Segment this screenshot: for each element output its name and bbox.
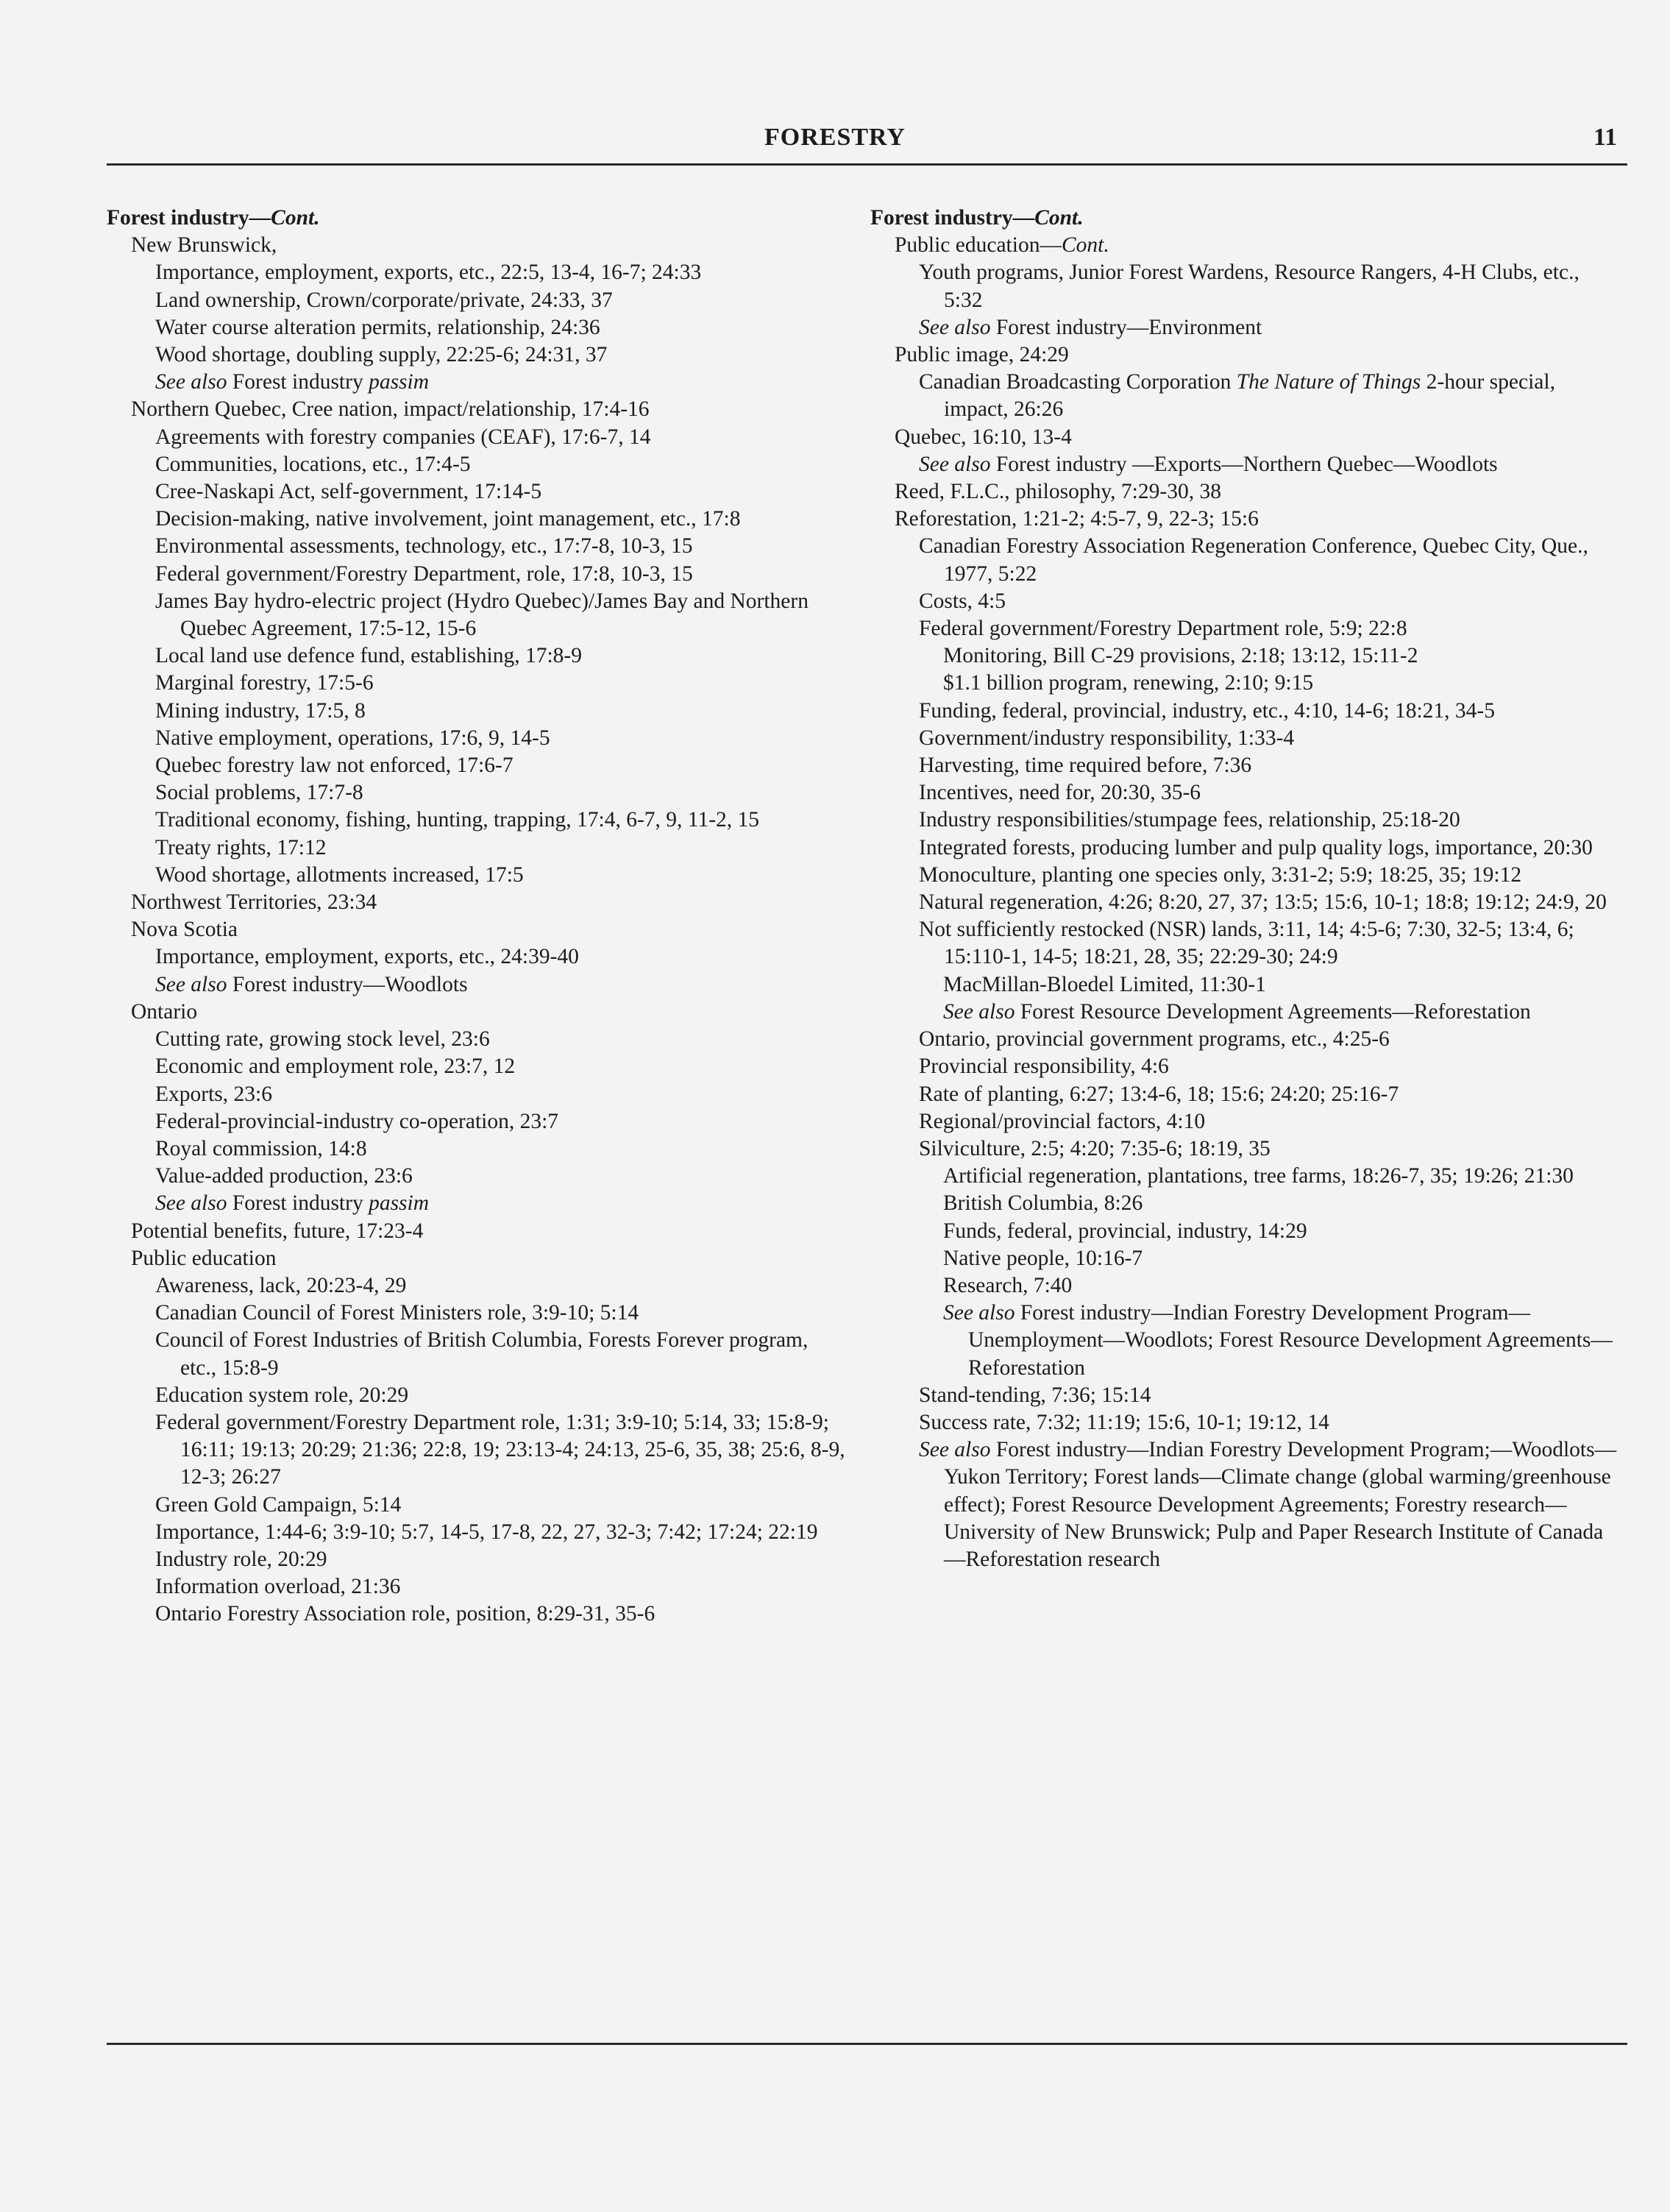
entry-text: Provincial responsibility, 4:6 xyxy=(919,1054,1169,1079)
index-entry xyxy=(919,725,1621,752)
index-entry xyxy=(895,232,1621,259)
entry-text: Federal-provincial-industry co-operation, 23:7 xyxy=(155,1109,559,1133)
index-heading xyxy=(107,205,846,232)
entry-text: Native people, 10:16-7 xyxy=(943,1246,1143,1270)
entry-text: Silviculture, 2:5; 4:20; 7:35-6; 18:19, 35 xyxy=(919,1136,1271,1160)
top-rule xyxy=(107,163,1627,166)
index-entry xyxy=(155,752,846,779)
entry-text: Funding, federal, provincial, industry, etc., 4:10, 14-6; 18:21, 34-5 xyxy=(919,698,1495,723)
index-entry xyxy=(155,341,846,369)
entry-text: Reed, F.L.C., philosophy, 7:29-30, 38 xyxy=(895,480,1221,504)
index-entry xyxy=(943,1218,1621,1245)
entry-text: Agreements with forestry companies (CEAF), 17:6-7, 14 xyxy=(155,425,651,449)
entry-text: Forest industry—Environment xyxy=(990,315,1262,339)
index-entry xyxy=(895,341,1621,369)
entry-italic-text: See also xyxy=(943,999,1015,1024)
entry-text: Social problems, 17:7-8 xyxy=(155,781,363,805)
entry-text: Northwest Territories, 23:34 xyxy=(131,890,377,915)
index-entry xyxy=(919,1081,1621,1108)
entry-italic-text: The Nature of Things xyxy=(1236,370,1421,394)
index-entry xyxy=(155,1081,846,1108)
entry-text: Council of Forest Industries of British Columbia, Forests Forever program, etc., 15:8-9 xyxy=(155,1328,809,1380)
index-entry xyxy=(155,588,846,642)
entry-italic-text: See also xyxy=(919,1438,991,1462)
index-entry xyxy=(155,314,846,341)
entry-text: Education system role, 20:29 xyxy=(155,1383,409,1407)
entry-text: Forest industry xyxy=(227,1191,369,1216)
entry-text: Ontario Forestry Association role, position, 8:29-31, 35-6 xyxy=(155,1602,655,1626)
index-entry xyxy=(155,1382,846,1409)
entry-text: Natural regeneration, 4:26; 8:20, 27, 37; 13:5; 15:6, 10-1; 18:8; 19:12; 24:9, 20 xyxy=(919,890,1607,915)
entry-text: 2-hour special, impact, 26:26 xyxy=(944,370,1555,422)
entry-italic-text: Cont. xyxy=(271,206,320,230)
index-entry xyxy=(943,1190,1621,1217)
index-entry xyxy=(895,506,1621,533)
entry-text: Forest industry—Indian Forestry Development Program—Unemployment—Woodlots; Forest Resource Development Agreements—Reforestation xyxy=(968,1301,1613,1380)
index-entry xyxy=(895,478,1621,506)
index-entry xyxy=(155,971,846,999)
entry-text: Forest industry—Indian Forestry Development Program;—Woodlots—Yukon Territory; Forest lands—Climate change (global warming/greenhouse effect); Forest Resource Development Agreements; Forestry research—University of New Brunswick; Pulp and Paper Research Institute of Canada—Reforestation research xyxy=(944,1438,1617,1571)
index-entry xyxy=(919,916,1621,971)
index-entry xyxy=(919,889,1621,916)
index-entry xyxy=(155,1573,846,1600)
index-entry xyxy=(155,725,846,752)
entry-text: Public education— xyxy=(895,233,1062,258)
index-entry xyxy=(155,1108,846,1135)
index-entry xyxy=(131,999,846,1026)
index-entry xyxy=(131,1245,846,1272)
entry-text: Exports, 23:6 xyxy=(155,1082,272,1106)
index-entry xyxy=(919,698,1621,725)
index-entry xyxy=(155,642,846,670)
index-entry xyxy=(919,588,1621,615)
index-entry xyxy=(919,259,1621,313)
index-entry xyxy=(155,779,846,807)
entry-text: Marginal forestry, 17:5-6 xyxy=(155,671,374,695)
entry-text: Royal commission, 14:8 xyxy=(155,1136,367,1160)
entry-text: Rate of planting, 6:27; 13:4-6, 18; 15:6; 24:20; 25:16-7 xyxy=(919,1082,1399,1106)
index-entry xyxy=(919,862,1621,889)
index-entry xyxy=(943,1272,1621,1300)
entry-text: Wood shortage, doubling supply, 22:25-6; 24:31, 37 xyxy=(155,343,608,367)
entry-italic-text: passim xyxy=(369,370,430,394)
index-entry xyxy=(131,1218,846,1245)
index-entry xyxy=(155,533,846,560)
entry-text: Economic and employment role, 23:7, 12 xyxy=(155,1054,516,1079)
index-entry xyxy=(943,670,1621,697)
entry-text: Youth programs, Junior Forest Wardens, Resource Rangers, 4-H Clubs, etc., 5:32 xyxy=(919,260,1580,312)
entry-italic-text: See also xyxy=(155,972,227,996)
entry-text: Harvesting, time required before, 7:36 xyxy=(919,754,1252,778)
index-entry xyxy=(155,698,846,725)
entry-text: Land ownership, Crown/corporate/private, 24:33, 37 xyxy=(155,288,613,312)
entry-text: Wood shortage, allotments increased, 17:5 xyxy=(155,862,524,887)
entry-text: Federal government/Forestry Department, role, 17:8, 10-3, 15 xyxy=(155,561,693,586)
entry-text: Decision-making, native involvement, joint management, etc., 17:8 xyxy=(155,507,741,531)
entry-italic-text: Cont. xyxy=(1061,233,1109,258)
entry-text: Federal government/Forestry Department role, 1:31; 3:9-10; 5:14, 33; 15:8-9; 16:11; 19:13; 20:29; 21:36; 22:8, 19; 23:13-4; 24:13, 25-6, 35, 38; 25:6, 8-9, 12-3; 26:27 xyxy=(155,1410,845,1489)
entry-text: Canadian Forestry Association Regeneration Conference, Quebec City, Que., 1977, 5:22 xyxy=(919,534,1588,586)
index-entry xyxy=(155,1546,846,1573)
index-entry xyxy=(919,1026,1621,1053)
entry-text: Not sufficiently restocked (NSR) lands, 3:11, 14; 4:5-6; 7:30, 32-5; 13:4, 6; 15:110-1, 14-5; 18:21, 28, 35; 22:29-30; 24:9 xyxy=(919,918,1574,969)
entry-text: Information overload, 21:36 xyxy=(155,1575,401,1599)
index-entry xyxy=(919,1108,1621,1135)
entry-text: Costs, 4:5 xyxy=(919,589,1006,613)
index-entry xyxy=(155,369,846,396)
entry-text: Research, 7:40 xyxy=(943,1273,1073,1297)
entry-text: Forest industry— xyxy=(107,206,271,230)
page-number: 11 xyxy=(1593,124,1617,151)
entry-text: Forest industry —Exports—Northern Quebec—Woodlots xyxy=(990,452,1498,476)
entry-text: Success rate, 7:32; 11:19; 15:6, 10-1; 19:12, 14 xyxy=(919,1410,1329,1434)
index-entry xyxy=(155,424,846,451)
index-entry xyxy=(155,561,846,588)
index-entry xyxy=(919,1053,1621,1080)
entry-text: Northern Quebec, Cree nation, impact/relationship, 17:4-16 xyxy=(131,397,650,422)
index-entry xyxy=(131,889,846,916)
entry-text: Incentives, need for, 20:30, 35-6 xyxy=(919,781,1201,805)
entry-text: Traditional economy, fishing, hunting, trapping, 17:4, 6-7, 9, 11-2, 15 xyxy=(155,808,760,832)
index-entry xyxy=(155,834,846,862)
index-entry xyxy=(943,999,1621,1026)
index-entry xyxy=(919,1382,1621,1409)
index-entry xyxy=(155,1492,846,1519)
entry-text: Canadian Council of Forest Ministers role, 3:9-10; 5:14 xyxy=(155,1301,639,1325)
index-entry xyxy=(919,369,1621,423)
index-entry xyxy=(155,1135,846,1163)
entry-text: Nova Scotia xyxy=(131,918,238,942)
index-entry xyxy=(943,1245,1621,1272)
entry-text: Local land use defence fund, establishing, 17:8-9 xyxy=(155,644,582,668)
entry-text: Regional/provincial factors, 4:10 xyxy=(919,1109,1206,1133)
entry-text: Cutting rate, growing stock level, 23:6 xyxy=(155,1027,490,1052)
entry-text: Importance, employment, exports, etc., 22:5, 13-4, 16-7; 24:33 xyxy=(155,260,702,285)
entry-text: Industry responsibilities/stumpage fees, relationship, 25:18-20 xyxy=(919,808,1460,832)
index-entry xyxy=(131,232,846,259)
index-entry xyxy=(943,1300,1621,1382)
entry-text: Native employment, operations, 17:6, 9, 14-5 xyxy=(155,726,550,750)
entry-text: Stand-tending, 7:36; 15:14 xyxy=(919,1383,1151,1407)
entry-text: Awareness, lack, 20:23-4, 29 xyxy=(155,1273,407,1297)
entry-italic-text: See also xyxy=(919,452,991,476)
index-entry xyxy=(919,779,1621,807)
index-entry xyxy=(155,1327,846,1381)
index-entry xyxy=(919,1135,1621,1163)
index-entry xyxy=(919,752,1621,779)
bottom-rule xyxy=(107,2043,1627,2045)
index-entry xyxy=(155,287,846,314)
entry-text: Potential benefits, future, 17:23-4 xyxy=(131,1219,424,1243)
entry-text: Federal government/Forestry Department role, 5:9; 22:8 xyxy=(919,617,1407,641)
entry-text: Importance, 1:44-6; 3:9-10; 5:7, 14-5, 17-8, 22, 27, 32-3; 7:42; 17:24; 22:19 xyxy=(155,1520,818,1544)
index-entry xyxy=(155,1272,846,1300)
entry-text: Public education xyxy=(131,1246,277,1270)
index-entry xyxy=(155,1163,846,1190)
entry-text: $1.1 billion program, renewing, 2:10; 9:15 xyxy=(943,671,1314,695)
entry-text: Green Gold Campaign, 5:14 xyxy=(155,1492,402,1517)
index-entry xyxy=(131,916,846,943)
page-title: FORESTRY xyxy=(764,124,906,151)
index-entry xyxy=(155,1519,846,1546)
entry-italic-text: passim xyxy=(369,1191,430,1216)
index-entry xyxy=(155,807,846,834)
index-entry xyxy=(943,642,1621,670)
entry-text: Monoculture, planting one species only, 3:31-2; 5:9; 18:25, 35; 19:12 xyxy=(919,862,1522,887)
left-column xyxy=(107,205,846,1628)
entry-text: Water course alteration permits, relationship, 24:36 xyxy=(155,315,600,339)
entry-text: Importance, employment, exports, etc., 24:39-40 xyxy=(155,945,579,969)
index-entry xyxy=(155,1409,846,1492)
index-entry xyxy=(919,834,1621,862)
entry-text: Artificial regeneration, plantations, tree farms, 18:26-7, 35; 19:26; 21:30 xyxy=(943,1164,1574,1188)
entry-text: Treaty rights, 17:12 xyxy=(155,835,327,859)
entry-text: Government/industry responsibility, 1:33-4 xyxy=(919,726,1295,750)
entry-text: Communities, locations, etc., 17:4-5 xyxy=(155,452,471,476)
entry-text: Reforestation, 1:21-2; 4:5-7, 9, 22-3; 15:6 xyxy=(895,507,1259,531)
entry-text: Public image, 24:29 xyxy=(895,343,1069,367)
entry-text: Environmental assessments, technology, etc., 17:7-8, 10-3, 15 xyxy=(155,534,693,559)
index-heading xyxy=(870,205,1621,232)
index-entry xyxy=(919,615,1621,642)
index-entry xyxy=(919,807,1621,834)
index-entry xyxy=(155,478,846,506)
index-entry xyxy=(155,259,846,286)
entry-text: Value-added production, 23:6 xyxy=(155,1164,413,1188)
right-column xyxy=(870,205,1621,1573)
entry-text: New Brunswick, xyxy=(131,233,277,258)
entry-text: Quebec forestry law not enforced, 17:6-7 xyxy=(155,754,514,778)
entry-text: Industry role, 20:29 xyxy=(155,1547,327,1571)
entry-italic-text: See also xyxy=(943,1301,1015,1325)
index-entry xyxy=(943,1163,1621,1190)
entry-text: Forest industry xyxy=(227,370,369,394)
entry-text: Monitoring, Bill C-29 provisions, 2:18; 13:12, 15:11-2 xyxy=(943,644,1418,668)
entry-text: British Columbia, 8:26 xyxy=(943,1191,1143,1216)
index-entry xyxy=(155,1053,846,1080)
entry-italic-text: See also xyxy=(155,370,227,394)
index-entry xyxy=(919,314,1621,341)
index-entry xyxy=(155,943,846,971)
entry-text: Cree-Naskapi Act, self-government, 17:14-5 xyxy=(155,480,542,504)
entry-text: MacMillan-Bloedel Limited, 11:30-1 xyxy=(943,972,1266,996)
entry-text: Forest industry— xyxy=(870,206,1035,230)
index-entry xyxy=(919,1409,1621,1436)
index-entry xyxy=(155,1026,846,1053)
entry-text: Forest industry—Woodlots xyxy=(227,972,468,996)
entry-italic-text: Cont. xyxy=(1034,206,1084,230)
index-entry xyxy=(155,1600,846,1628)
index-entry xyxy=(895,424,1621,451)
index-entry xyxy=(919,1436,1621,1573)
index-entry xyxy=(155,451,846,478)
index-entry xyxy=(155,862,846,889)
entry-italic-text: See also xyxy=(155,1191,227,1216)
index-entry xyxy=(131,396,846,423)
entry-text: Mining industry, 17:5, 8 xyxy=(155,698,366,723)
index-entry xyxy=(155,1190,846,1217)
index-entry xyxy=(919,451,1621,478)
index-entry xyxy=(943,971,1621,999)
entry-text: Ontario xyxy=(131,999,198,1024)
entry-text: Funds, federal, provincial, industry, 14:29 xyxy=(943,1219,1307,1243)
entry-text: James Bay hydro-electric project (Hydro Quebec)/James Bay and Northern Quebec Agreement, 17:5-12, 15-6 xyxy=(155,589,809,641)
entry-text: Ontario, provincial government programs, etc., 4:25-6 xyxy=(919,1027,1390,1052)
index-entry xyxy=(155,1300,846,1327)
index-entry xyxy=(155,506,846,533)
index-entry xyxy=(155,670,846,697)
entry-text: Canadian Broadcasting Corporation xyxy=(919,370,1237,394)
entry-text: Integrated forests, producing lumber and pulp quality logs, importance, 20:30 xyxy=(919,835,1593,859)
index-entry xyxy=(919,533,1621,587)
entry-italic-text: See also xyxy=(919,315,991,339)
entry-text: Forest Resource Development Agreements—Reforestation xyxy=(1015,999,1531,1024)
entry-text: Quebec, 16:10, 13-4 xyxy=(895,425,1072,449)
